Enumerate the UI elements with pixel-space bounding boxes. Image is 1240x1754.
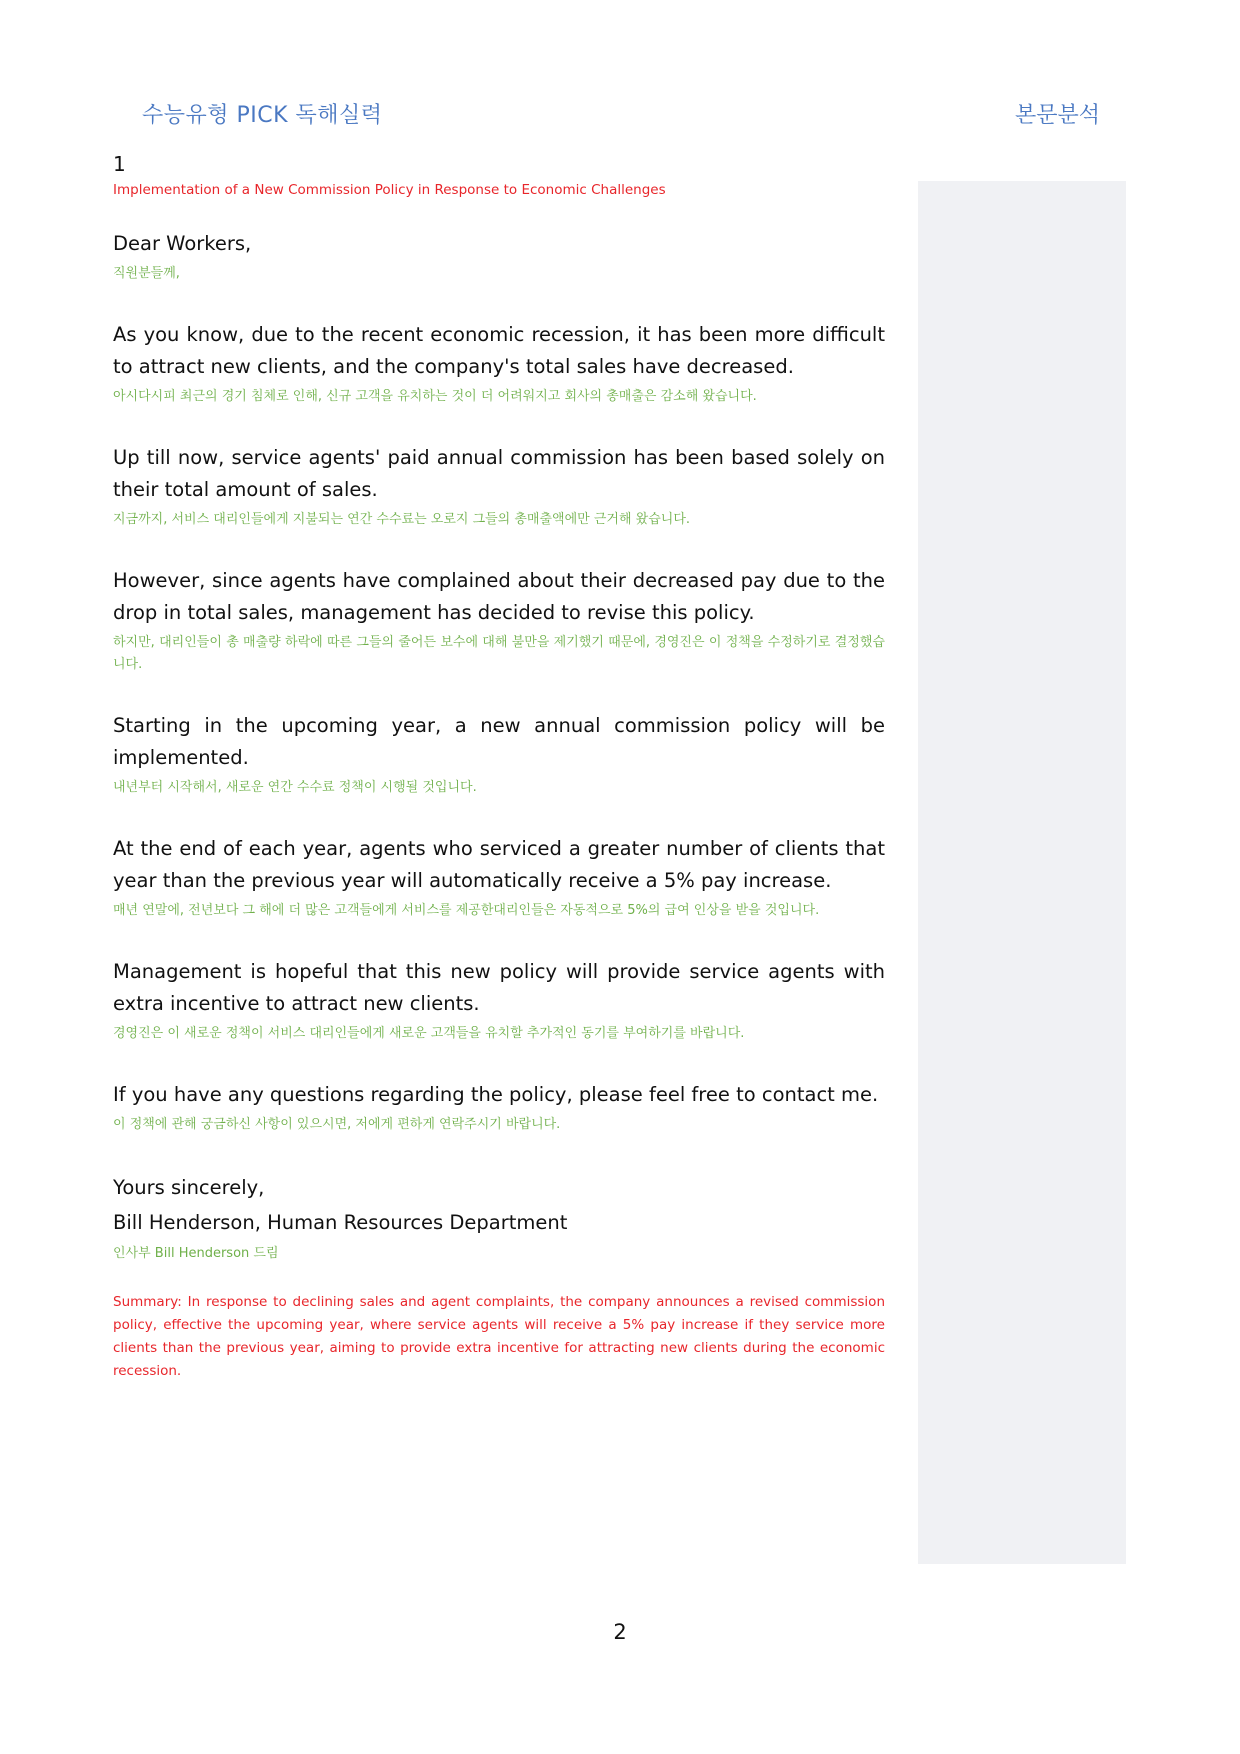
document-body — [113, 152, 885, 1383]
greeting-english: Dear Workers, — [113, 232, 252, 255]
paragraph-1 — [113, 319, 885, 408]
paragraph-english: As you know, due to the recent economic recession, it has been more difficult to attract new clients, and the company's total sales have decreased. — [113, 323, 885, 378]
closing-signature: Bill Henderson, Human Resources Department — [113, 1211, 568, 1234]
paragraph-2 — [113, 442, 885, 531]
paragraph-korean: 하지만, 대리인들이 총 매출량 하락에 따른 그들의 줄어든 보수에 대해 불만을 제기했기 때문에, 경영진은 이 정책을 수정하기로 결정했습니다. — [113, 635, 885, 672]
paragraph-korean: 지금까지, 서비스 대리인들에게 지불되는 연간 수수료는 오로지 그들의 총매출액에만 근거해 왔습니다. — [113, 512, 691, 527]
passage-title: Implementation of a New Commission Policy in Response to Economic Challenges — [113, 182, 666, 198]
greeting — [113, 228, 885, 285]
greeting-korean: 직원분들께, — [113, 266, 180, 281]
paragraph-korean: 매년 연말에, 전년보다 그 해에 더 많은 고객들에게 서비스를 제공한대리인들은 자동적으로 5%의 급여 인상을 받을 것입니다. — [113, 903, 820, 918]
letter-closing — [113, 1170, 885, 1265]
header-book-title: 수능유형 PICK 독해실력 — [142, 103, 383, 128]
page-number: 2 — [613, 1620, 627, 1644]
passage-summary: Summary: In response to declining sales and agent complaints, the company announces a revised commission policy, effective the upcoming year, where service agents will receive a 5% pay increase if they service more clients than the previous year, aiming to provide extra incentive for attracting new clients during the economic recession. — [113, 1294, 885, 1379]
paragraph-7 — [113, 1079, 885, 1136]
paragraph-6 — [113, 956, 885, 1045]
closing-salutation: Yours sincerely, — [113, 1176, 265, 1199]
header-section-label: 본문분석 — [1014, 103, 1100, 128]
notes-side-panel — [918, 181, 1126, 1564]
paragraph-english: At the end of each year, agents who serviced a greater number of clients that year than the previous year will automatically receive a 5% pay increase. — [113, 837, 885, 892]
paragraph-korean: 경영진은 이 새로운 정책이 서비스 대리인들에게 새로운 고객들을 유치할 추가적인 동기를 부여하기를 바랍니다. — [113, 1026, 745, 1041]
paragraph-korean: 이 정책에 관해 궁금하신 사항이 있으시면, 저에게 편하게 연락주시기 바랍니다. — [113, 1117, 561, 1132]
paragraph-korean: 아시다시피 최근의 경기 침체로 인해, 신규 고객을 유치하는 것이 더 어려워지고 회사의 총매출은 감소해 왔습니다. — [113, 389, 757, 404]
paragraph-5 — [113, 833, 885, 922]
paragraph-english: If you have any questions regarding the policy, please feel free to contact me. — [113, 1083, 879, 1106]
closing-korean: 인사부 Bill Henderson 드림 — [113, 1246, 279, 1261]
paragraph-english: However, since agents have complained about their decreased pay due to the drop in total sales, management has decided to revise this policy. — [113, 569, 885, 624]
paragraph-english: Management is hopeful that this new policy will provide service agents with extra incentive to attract new clients. — [113, 960, 885, 1015]
question-number: 1 — [113, 152, 126, 176]
paragraph-english: Up till now, service agents' paid annual commission has been based solely on their total amount of sales. — [113, 446, 885, 501]
paragraph-english: Starting in the upcoming year, a new annual commission policy will be implemented. — [113, 714, 885, 769]
paragraph-3 — [113, 565, 885, 676]
paragraph-korean: 내년부터 시작해서, 새로운 연간 수수료 정책이 시행될 것입니다. — [113, 780, 477, 795]
paragraph-4 — [113, 710, 885, 799]
